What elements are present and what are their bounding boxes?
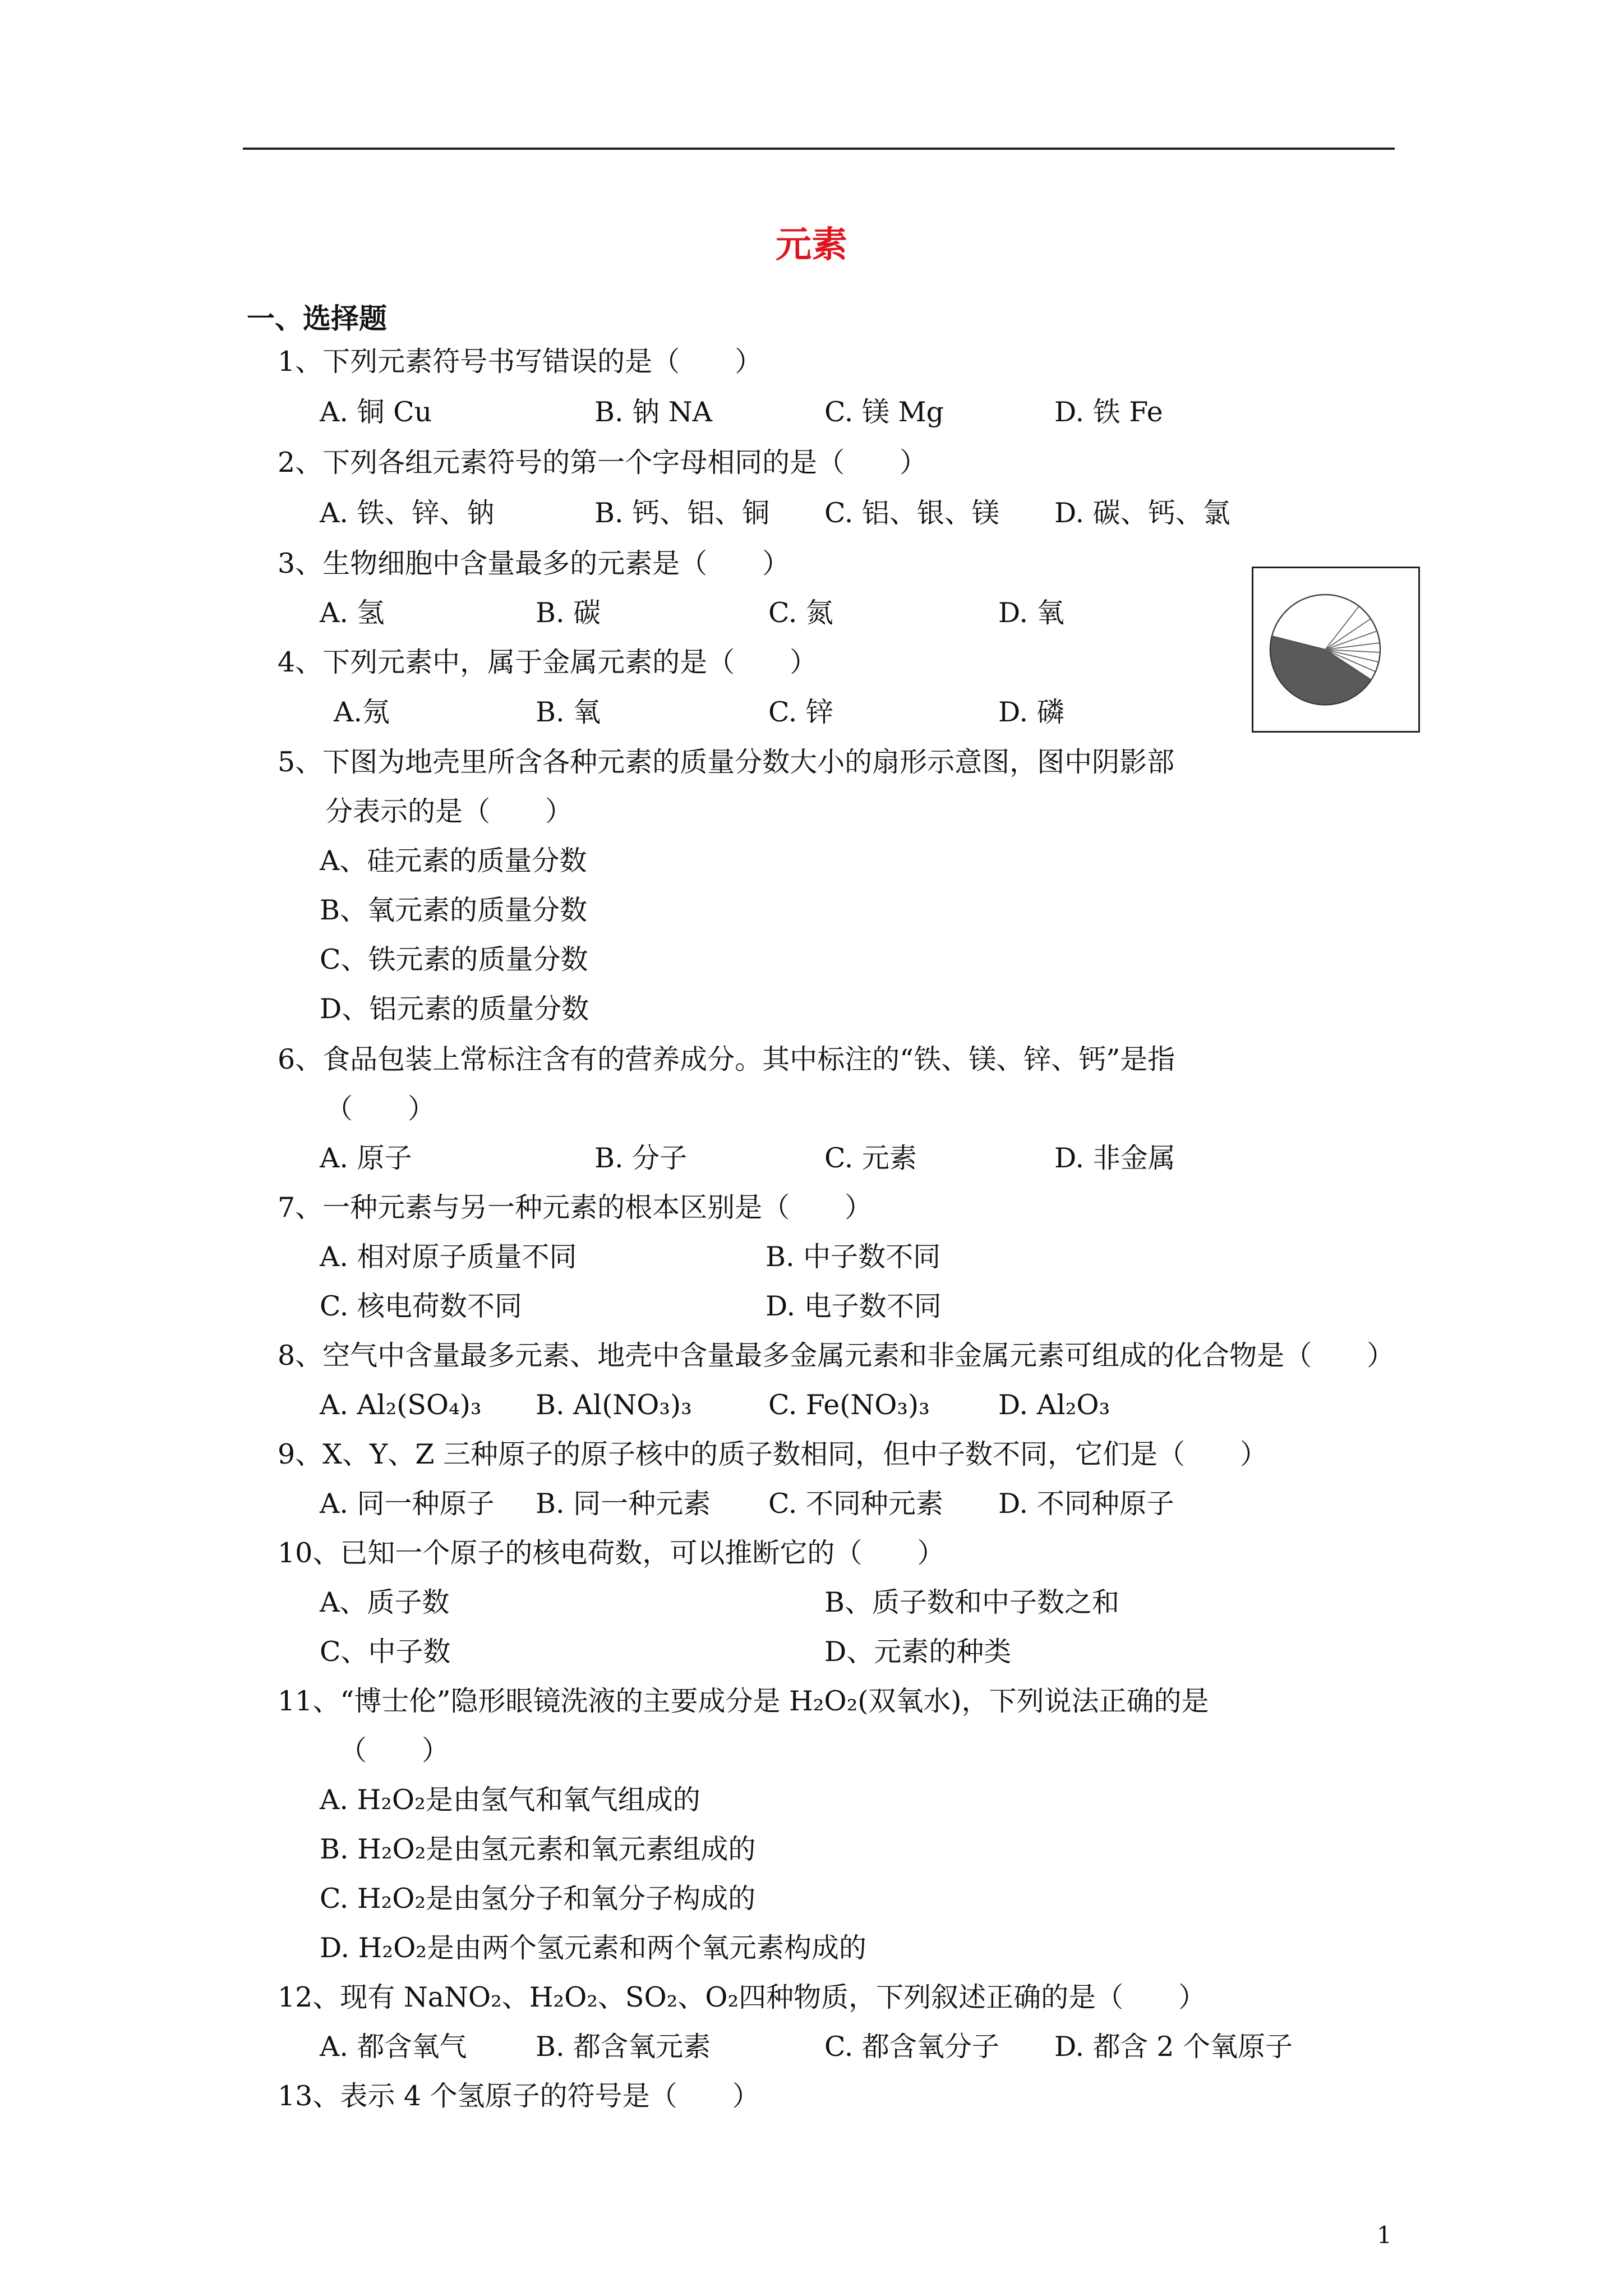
- question-5-option-a: A、硅元素的质量分数: [320, 845, 587, 877]
- question-11-stem-line-2: （ ）: [339, 1734, 450, 1766]
- question-5-option-d: D、铝元素的质量分数: [320, 993, 589, 1025]
- page-number: 1: [1377, 2221, 1392, 2249]
- question-12-stem: 12、现有 NaNO₂、H₂O₂、SO₂、O₂四种物质，下列叙述正确的是（ ）: [278, 1981, 1206, 2013]
- question-2-option-c: C. 铝、银、镁: [824, 497, 999, 529]
- question-8-stem: 8、空气中含量最多元素、地壳中含量最多金属元素和非金属元素可组成的化合物是（ ）: [278, 1340, 1395, 1372]
- question-6-stem-line-2: （ ）: [325, 1093, 436, 1125]
- question-6-option-d: D. 非金属: [1054, 1142, 1175, 1174]
- header-rule: [243, 148, 1395, 150]
- question-12-option-c: C. 都含氧分子: [824, 2031, 999, 2063]
- question-9-option-c: C. 不同种元素: [768, 1488, 943, 1520]
- question-10-option-a: A、质子数: [320, 1586, 450, 1618]
- page-title: 元素: [776, 224, 847, 266]
- question-9-option-d: D. 不同种原子: [998, 1488, 1174, 1520]
- question-10-option-d: D、元素的种类: [824, 1636, 1012, 1668]
- question-5-stem-line-2: 分表示的是（ ）: [325, 795, 573, 827]
- question-7-option-c: C. 核电荷数不同: [320, 1290, 522, 1322]
- question-1-stem: 1、下列元素符号书写错误的是（ ）: [278, 346, 763, 378]
- question-6-option-c: C. 元素: [824, 1142, 917, 1174]
- question-11-option-a: A. H₂O₂是由氢气和氧气组成的: [320, 1784, 700, 1816]
- question-5-stem-line-1: 5、下图为地壳里所含各种元素的质量分数大小的扇形示意图，图中阴影部: [278, 746, 1175, 778]
- question-12-option-d: D. 都含 2 个氧原子: [1054, 2031, 1293, 2063]
- question-12-option-b: B. 都含氧元素: [536, 2031, 711, 2063]
- question-9-option-b: B. 同一种元素: [536, 1488, 711, 1520]
- question-13-stem: 13、表示 4 个氢原子的符号是（ ）: [278, 2080, 760, 2112]
- question-8-option-d: D. Al₂O₃: [998, 1389, 1110, 1421]
- question-7-option-b: B. 中子数不同: [766, 1241, 941, 1273]
- question-5-option-b: B、氧元素的质量分数: [320, 894, 588, 926]
- question-12-option-a: A. 都含氧气: [320, 2031, 467, 2063]
- question-1-option-d: D. 铁 Fe: [1054, 396, 1163, 428]
- question-11-stem-line-1: 11、“博士伦”隐形眼镜洗液的主要成分是 H₂O₂(双氧水)，下列说法正确的是: [278, 1685, 1209, 1717]
- crust-element-pie-figure: [1252, 567, 1420, 733]
- question-9-stem: 9、X、Y、Z 三种原子的原子核中的质子数相同，但中子数不同，它们是（ ）: [278, 1438, 1268, 1470]
- question-1-option-b: B. 钠 NA: [594, 396, 712, 428]
- question-11-option-b: B. H₂O₂是由氢元素和氧元素组成的: [320, 1833, 756, 1865]
- question-4-option-b: B. 氧: [536, 696, 601, 728]
- question-11-option-d: D. H₂O₂是由两个氢元素和两个氧元素构成的: [320, 1932, 866, 1964]
- question-8-option-a: A. Al₂(SO₄)₃: [320, 1389, 482, 1421]
- question-2-option-b: B. 钙、铝、铜: [594, 497, 770, 529]
- question-7-option-d: D. 电子数不同: [766, 1290, 942, 1322]
- question-2-stem: 2、下列各组元素符号的第一个字母相同的是（ ）: [278, 447, 928, 478]
- question-4-option-a: A.氖: [334, 696, 390, 728]
- question-9-option-a: A. 同一种原子: [320, 1488, 495, 1520]
- question-11-option-c: C. H₂O₂是由氢分子和氧分子构成的: [320, 1883, 756, 1915]
- question-6-option-a: A. 原子: [320, 1142, 412, 1174]
- question-5-option-c: C、铁元素的质量分数: [320, 944, 588, 976]
- question-3-option-b: B. 碳: [536, 597, 601, 629]
- question-7-stem: 7、一种元素与另一种元素的根本区别是（ ）: [278, 1191, 873, 1223]
- question-1-option-a: A. 铜 Cu: [320, 396, 432, 428]
- question-2-option-d: D. 碳、钙、氯: [1054, 497, 1230, 529]
- question-4-option-c: C. 锌: [768, 696, 833, 728]
- question-8-option-b: B. Al(NO₃)₃: [536, 1389, 692, 1421]
- question-10-option-c: C、中子数: [320, 1636, 451, 1668]
- question-4-stem: 4、下列元素中，属于金属元素的是（ ）: [278, 646, 818, 678]
- question-3-option-d: D. 氧: [998, 597, 1064, 629]
- question-4-option-d: D. 磷: [998, 696, 1064, 728]
- question-3-option-c: C. 氮: [768, 597, 833, 629]
- question-1-option-c: C. 镁 Mg: [824, 396, 944, 428]
- question-3-option-a: A. 氢: [320, 597, 385, 629]
- pie-chart-graphic: [1253, 568, 1418, 731]
- question-6-stem-line-1: 6、食品包装上常标注含有的营养成分。其中标注的“铁、镁、锌、钙”是指: [278, 1043, 1175, 1075]
- question-10-option-b: B、质子数和中子数之和: [824, 1586, 1120, 1618]
- question-6-option-b: B. 分子: [594, 1142, 688, 1174]
- question-2-option-a: A. 铁、锌、钠: [320, 497, 495, 529]
- question-3-stem: 3、生物细胞中含量最多的元素是（ ）: [278, 547, 790, 579]
- question-7-option-a: A. 相对原子质量不同: [320, 1241, 577, 1273]
- question-8-option-c: C. Fe(NO₃)₃: [768, 1389, 930, 1421]
- section-heading: 一、选择题: [247, 302, 387, 335]
- question-10-stem: 10、已知一个原子的核电荷数，可以推断它的（ ）: [278, 1537, 945, 1569]
